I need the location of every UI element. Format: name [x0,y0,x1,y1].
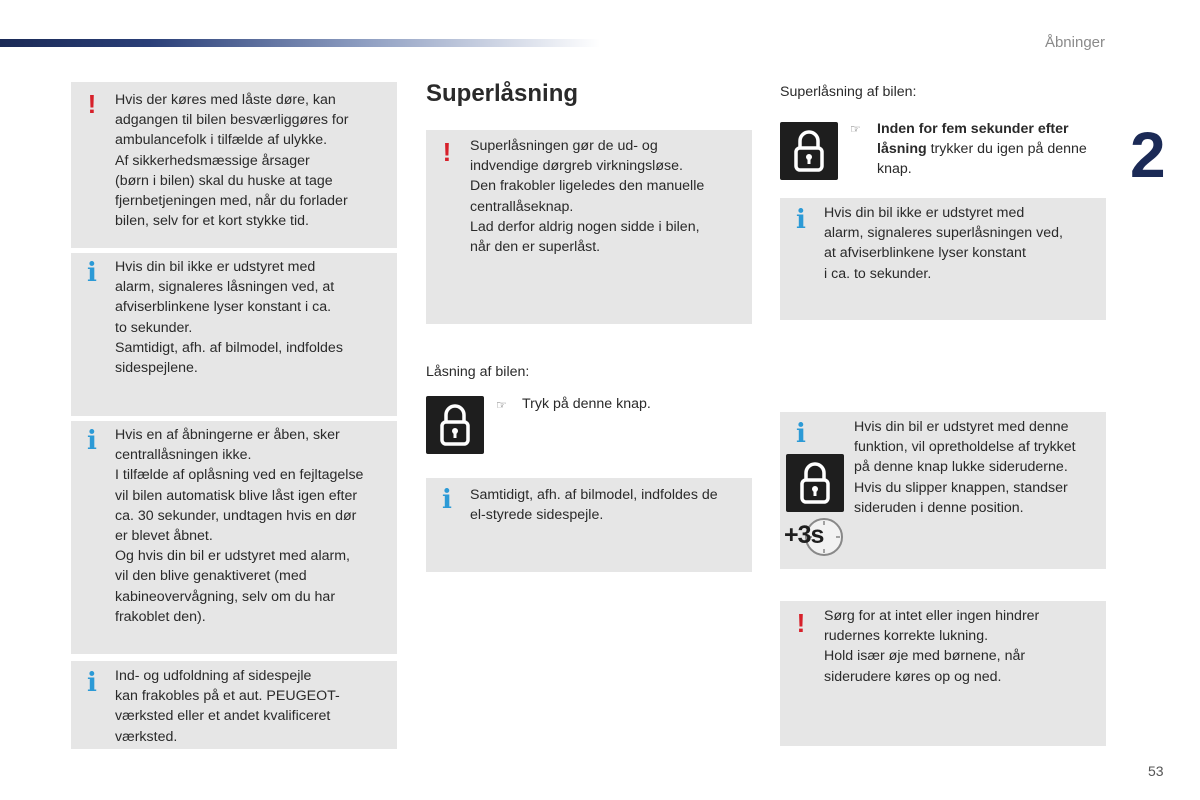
info-text: Ind- og udfoldning af sidespejle kan frakobles på et aut. PEUGEOT- værksted eller et andet kvalificeret værksted. [115,668,340,745]
warning-text: Hvis der køres med låste døre, kan adgangen til bilen besværliggøres for ambulancefolk i tilfælde af ulykke. Af sikkerhedsmæssige årsager (børn i bilen) skal du huske at tage fjernbetjeningen med, når du forlader bilen, selv for et kort stykke tid. [115,92,349,230]
info-text: Hvis en af åbningerne er åben, sker centrallåsningen ikke. I tilfælde af oplåsning ved en fejltagelse vil bilen automatisk blive låst igen efter ca. 30 sekunder, undtagen hvis en dør er blevet åbnet. Og hvis din bil er udstyret med alarm, vil den blive genaktiveret (med kabineovervågning, selv om du har frakoblet den). [115,427,364,625]
info-box-window-closing [780,412,1106,569]
page-number: 53 [1148,763,1164,779]
info-icon: i [442,485,452,515]
info-text: Hvis din bil ikke er udstyret med alarm, signaleres låsningen ved, at afviserblinkene lyser konstant i ca. to sekunder. Samtidigt, afh. af bilmodel, indfoldes sidespejlene. [115,259,343,377]
info-box-open-doors [71,421,397,654]
info-box-alarm-signal [71,253,397,416]
padlock-icon [780,122,838,180]
warning-icon: ! [442,137,452,167]
info-icon: i [796,205,806,235]
padlock-icon [426,396,484,454]
warning-icon: ! [87,89,97,119]
info-text: Hvis din bil ikke er udstyret med alarm, signaleres superlåsningen ved, at afviserblinkene lyser konstant i ca. to sekunder. [824,205,1063,282]
info-icon: i [87,258,97,288]
chapter-number: 2 [1130,119,1166,191]
superlock-step: Inden for fem sekunder efter låsning trykker du igen på denne knap. [877,121,1087,178]
info-box-mirror-folding [71,661,397,749]
locking-step: Tryk på denne knap. [522,396,651,412]
lock-button-image [426,396,484,454]
section-title: Åbninger [1044,34,1105,51]
lock-button-image [786,454,844,512]
warning-text: Superlåsningen gør de ud- og indvendige dørgreb virkningsløse. Den frakobler ligeledes den manuelle centrallåseknap. Lad derfor aldrig nogen sidde i bilen, når den er superlåst. [470,138,705,256]
info-text: Samtidigt, afh. af bilmodel, indfoldes de el-styrede sidespejle. [470,487,718,524]
info-icon: i [796,419,806,449]
header-gradient-bar [0,39,600,47]
warning-box-superlock [426,130,752,324]
pointer-bullet-icon: ☞ [496,398,507,412]
warning-box-window-obstruction [780,601,1106,746]
pointer-bullet-icon: ☞ [850,122,861,136]
padlock-icon [786,454,844,512]
info-icon: i [87,668,97,698]
info-icon: i [87,426,97,456]
locking-label: Låsning af bilen: [426,364,530,380]
timer-label: +3s [784,521,824,549]
hold-timer-icon [784,516,842,558]
warning-icon: ! [796,608,806,638]
superlock-button-image [780,122,838,180]
page-heading: Superlåsning [426,80,579,107]
warning-text: Sørg for at intet eller ingen hindrer rudernes korrekte lukning. Hold især øje med børnene, når siderudere køres op og ned. [824,608,1040,685]
warning-box-locked-doors [71,82,397,248]
info-box-superlock-signal [780,198,1106,320]
superlock-label: Superlåsning af bilen: [780,84,917,100]
info-text: Hvis din bil er udstyret med denne funktion, vil opretholdelse af trykket på denne knap lukke sideruderne. Hvis du slipper knappen, standser sideruden i denne position. [854,419,1076,516]
info-box-electric-mirrors [426,478,752,572]
